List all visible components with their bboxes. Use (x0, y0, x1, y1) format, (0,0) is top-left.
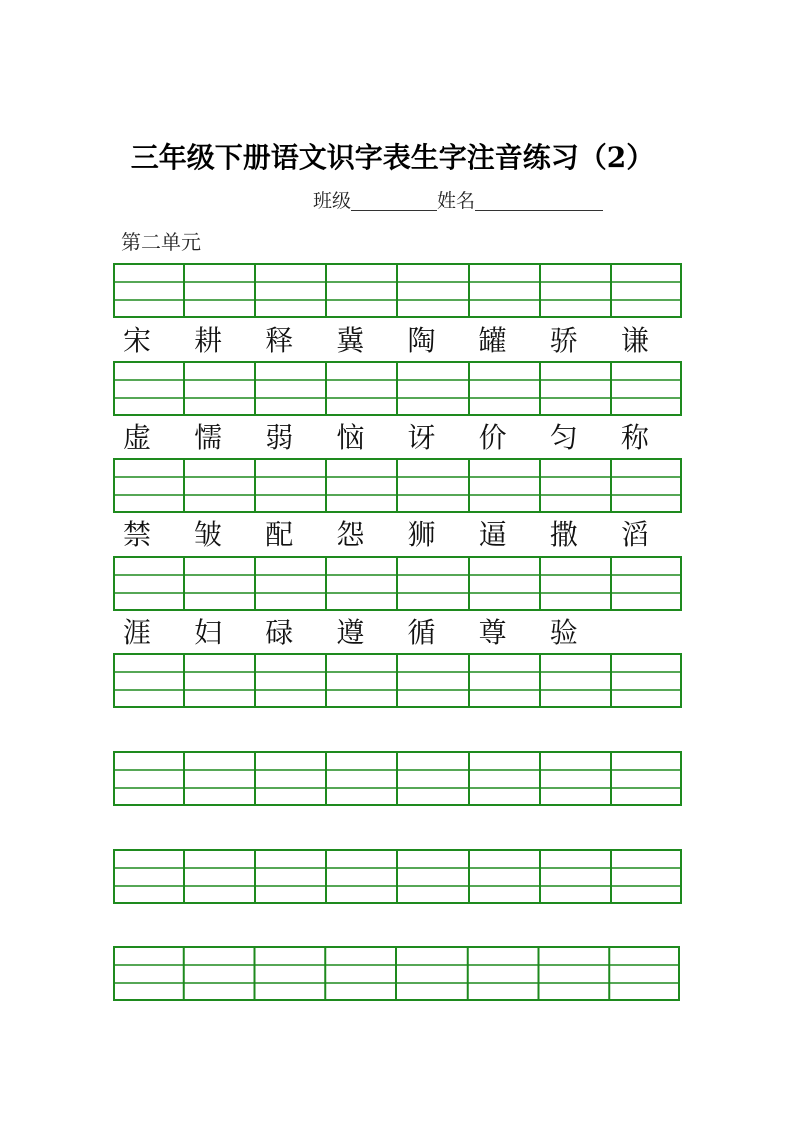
character: 陶 (407, 324, 436, 357)
character: 虚 (123, 421, 152, 454)
character: 撒 (549, 518, 578, 551)
character: 循 (407, 616, 436, 649)
pinyin-grid-6 (113, 751, 682, 806)
character: 耕 (194, 324, 223, 357)
character: 讶 (407, 421, 436, 454)
character: 逼 (478, 518, 507, 551)
pinyin-grid-3 (113, 458, 682, 513)
pinyin-grid-1 (113, 263, 682, 318)
pinyin-grid-2 (113, 361, 682, 416)
character-row-1 (113, 322, 682, 359)
character-row-4 (113, 614, 682, 651)
character: 怨 (336, 518, 365, 551)
student-info-line (313, 189, 603, 212)
name-label: 姓名 (437, 190, 476, 212)
character-row-2 (113, 419, 682, 456)
character: 恼 (336, 421, 365, 454)
class-label: 班级 (313, 190, 352, 212)
pinyin-grid-5 (113, 653, 682, 708)
character: 骄 (549, 324, 578, 357)
character: 匀 (549, 421, 578, 454)
character: 价 (478, 421, 507, 454)
pinyin-grid-7 (113, 849, 682, 904)
character: 狮 (407, 518, 436, 551)
character: 懦 (194, 421, 223, 454)
character: 滔 (620, 518, 649, 551)
unit-label: 第二单元 (121, 230, 201, 254)
class-blank (351, 190, 437, 211)
character: 释 (265, 324, 294, 357)
character: 妇 (194, 616, 223, 649)
character: 遵 (336, 616, 365, 649)
character: 皱 (194, 518, 223, 551)
name-blank (475, 190, 603, 211)
character: 尊 (478, 616, 507, 649)
character: 验 (549, 616, 578, 649)
page-title: 三年级下册语文识字表生字注音练习（2） (130, 141, 655, 174)
character: 罐 (478, 324, 507, 357)
character: 冀 (336, 324, 365, 357)
character: 碌 (265, 616, 294, 649)
pinyin-grid-4 (113, 556, 682, 611)
pinyin-grid-8 (113, 946, 680, 1001)
character: 涯 (123, 616, 152, 649)
character: 配 (265, 518, 294, 551)
character: 禁 (123, 518, 152, 551)
character: 谦 (620, 324, 649, 357)
character: 宋 (123, 324, 152, 357)
character: 弱 (265, 421, 294, 454)
character: 称 (620, 421, 649, 454)
character-row-3 (113, 516, 682, 553)
